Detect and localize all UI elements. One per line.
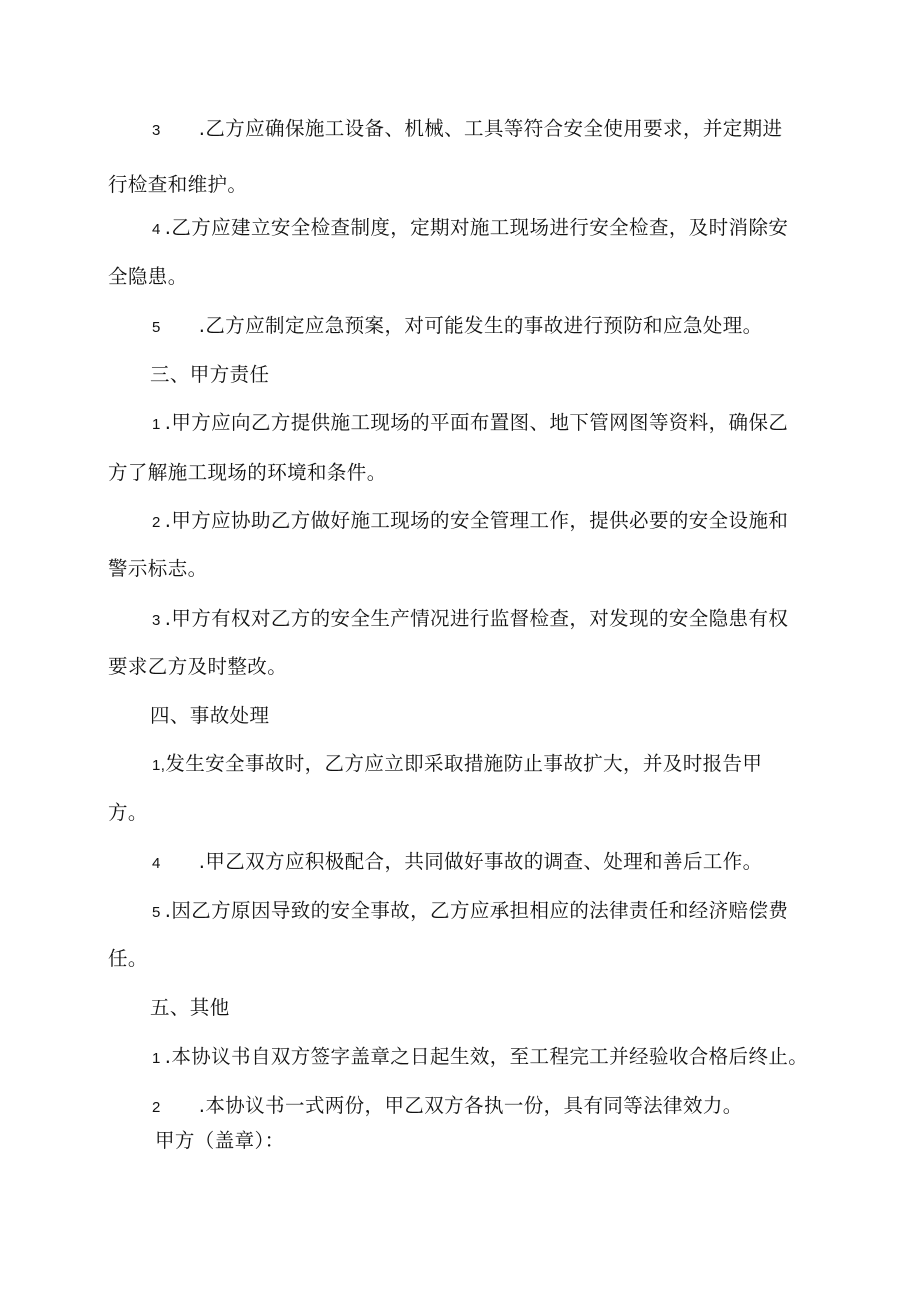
paragraph-line bbox=[152, 313, 763, 341]
paragraph-text: 行检查和维护。 bbox=[108, 173, 248, 196]
paragraph-text: .乙方应确保施工设备、机械、工具等符合安全使用要求，并定期进 bbox=[198, 117, 783, 140]
paragraph-text: 警示标志。 bbox=[108, 557, 208, 580]
section-heading: 五、其他 bbox=[150, 996, 230, 1019]
item-number: 5 bbox=[152, 319, 161, 336]
paragraph-text: 方。 bbox=[108, 801, 148, 824]
item-number: 2 bbox=[152, 1099, 161, 1116]
paragraph-text: 发生安全事故时，乙方应立即采取措施防止事故扩大，并及时报告甲 bbox=[165, 752, 763, 775]
paragraph-line bbox=[108, 800, 148, 826]
paragraph-line bbox=[108, 556, 208, 582]
paragraph-text: .甲方有权对乙方的安全生产情况进行监督检查，对发现的安全隐患有权 bbox=[164, 607, 789, 630]
item-number: 2 bbox=[152, 514, 161, 531]
item-number: 1 bbox=[152, 416, 161, 433]
paragraph-line bbox=[152, 606, 788, 634]
paragraph-text: 全隐患。 bbox=[108, 265, 188, 288]
paragraph-text: .本协议书自双方签字盖章之日起生效，至工程完工并经验收合格后终止。 bbox=[164, 1045, 809, 1068]
item-number: 1 bbox=[152, 1050, 161, 1067]
paragraph-text: .甲方应向乙方提供施工现场的平面布置图、地下管网图等资料，确保乙 bbox=[164, 411, 789, 434]
paragraph-line bbox=[152, 849, 763, 877]
paragraph-text: 要求乙方及时整改。 bbox=[108, 655, 288, 678]
paragraph-line bbox=[152, 508, 788, 536]
paragraph-line bbox=[152, 1093, 743, 1121]
paragraph-line bbox=[108, 172, 247, 198]
paragraph-line bbox=[152, 1044, 808, 1072]
paragraph-text: .甲方应协助乙方做好施工现场的安全管理工作，提供必要的安全设施和 bbox=[164, 509, 789, 532]
item-number: 3 bbox=[152, 612, 161, 629]
paragraph-text: .甲乙双方应积极配合，共同做好事故的调查、处理和善后工作。 bbox=[198, 850, 763, 873]
paragraph-text: .乙方应制定应急预案，对可能发生的事故进行预防和应急处理。 bbox=[198, 314, 763, 337]
item-number: 4 bbox=[152, 221, 161, 238]
paragraph-text: .因乙方原因导致的安全事故，乙方应承担相应的法律责任和经济赔偿费 bbox=[164, 899, 789, 922]
paragraph-text: .乙方应建立安全检查制度，定期对施工现场进行安全检查，及时消除安 bbox=[164, 216, 789, 239]
paragraph-line bbox=[152, 116, 782, 144]
item-number: 5 bbox=[152, 904, 161, 921]
paragraph-line bbox=[108, 460, 387, 486]
paragraph-text: 任。 bbox=[108, 947, 148, 970]
signature-party-a: 甲方（盖章）： bbox=[155, 1129, 285, 1152]
item-number: 1, bbox=[152, 757, 166, 774]
paragraph-line bbox=[152, 410, 788, 438]
section-heading: 四、事故处理 bbox=[150, 704, 270, 727]
paragraph-line bbox=[108, 264, 188, 290]
paragraph-line bbox=[152, 898, 788, 926]
paragraph-line bbox=[152, 215, 788, 243]
item-number: 3 bbox=[152, 122, 161, 139]
section-heading: 三、甲方责任 bbox=[150, 363, 270, 386]
paragraph-line bbox=[152, 751, 762, 779]
paragraph-line bbox=[108, 946, 148, 972]
paragraph-line bbox=[108, 654, 287, 680]
paragraph-text: .本协议书一式两份，甲乙双方各执一份，具有同等法律效力。 bbox=[198, 1094, 743, 1117]
paragraph-text: 方了解施工现场的环境和条件。 bbox=[108, 461, 387, 484]
item-number: 4 bbox=[152, 855, 161, 872]
